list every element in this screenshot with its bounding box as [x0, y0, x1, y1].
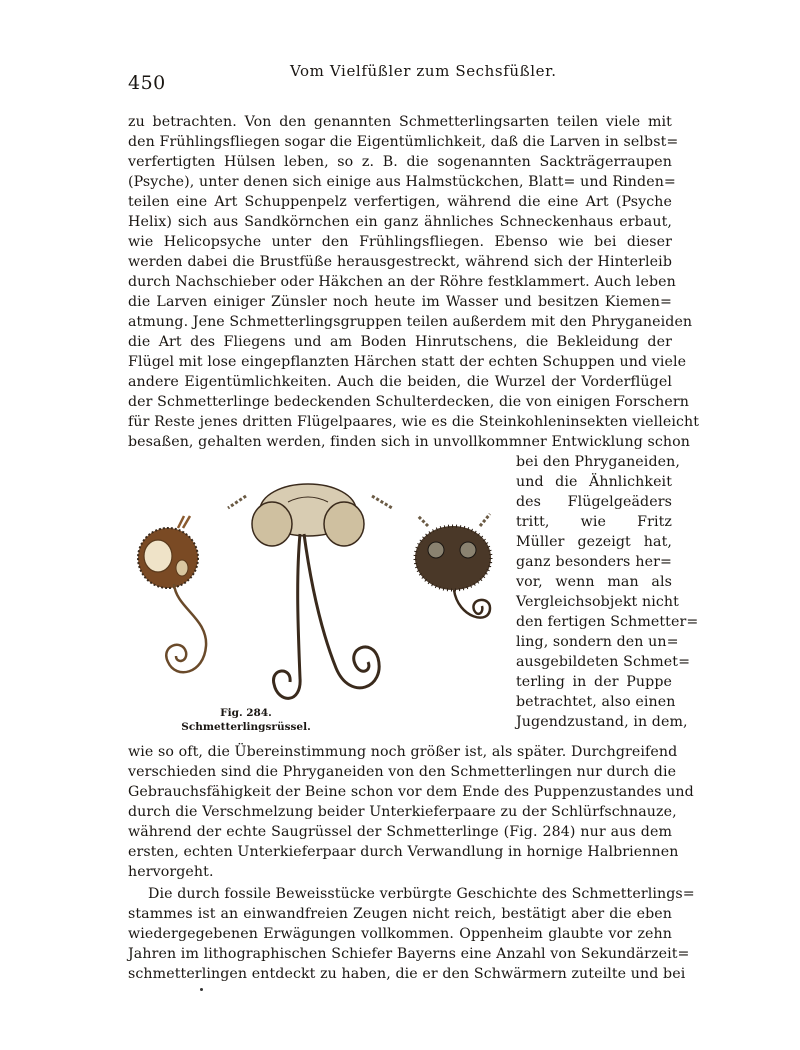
text-line: ersten, echten Unterkieferpaar durch Verwandlung in hornige Halbriennen	[128, 844, 679, 860]
text-line: für Reste jenes dritten Flügelpaares, wie es die Steinkohleninsekten vielleicht	[128, 414, 700, 430]
side-text-line: bei den Phryganeiden,	[516, 454, 680, 470]
running-head: Vom Vielfüßler zum Sechsfüßler.	[290, 62, 557, 80]
side-text-line: ausgebildeten Schmet=	[516, 654, 691, 670]
side-text-line: des Flügelgeäders	[516, 494, 672, 510]
text-line: wiedergegebenen Erwägungen vollkommen. Oppenheim glaubte vor zehn	[128, 926, 672, 942]
text-line: die Larven einiger Zünsler noch heute im Wasser und besitzen Kiemen=	[128, 294, 672, 310]
figure-284	[128, 478, 498, 710]
text-line: Flügel mit lose eingepflanzten Härchen statt der echten Schuppen und viele	[128, 354, 687, 370]
text-line: andere Eigentümlichkeiten. Auch die beiden, die Wurzel der Vorderflügel	[128, 374, 672, 390]
side-text-line: terling in der Puppe	[516, 674, 672, 690]
left-head-illustration	[138, 516, 206, 672]
text-line: Helix) sich aus Sandkörnchen ein ganz ähnliches Schneckenhaus erbaut,	[128, 214, 672, 230]
text-line: Die durch fossile Beweisstücke verbürgte Geschichte des Schmetterlings=	[148, 886, 695, 902]
text-line: Jahren im lithographischen Schiefer Bayerns eine Anzahl von Sekundärzeit=	[128, 946, 690, 962]
text-line: hervorgeht.	[128, 864, 214, 880]
middle-head-illustration	[228, 484, 392, 698]
text-line: stammes ist an einwandfreien Zeugen nicht reich, bestätigt aber die eben	[128, 906, 672, 922]
text-line: den Frühlingsfliegen sogar die Eigentümlichkeit, daß die Larven in selbst=	[128, 134, 679, 150]
text-line: wie Helicopsyche unter den Frühlingsfliegen. Ebenso wie bei dieser	[128, 234, 672, 250]
side-text-line: Müller gezeigt hat,	[516, 534, 672, 550]
page-number: 450	[128, 72, 166, 94]
side-text-line: Vergleichsobjekt nicht	[516, 594, 679, 610]
proboscis-illustration	[128, 478, 498, 710]
text-line: schmetterlingen entdeckt zu haben, die er den Schwärmern zuteilte und bei	[128, 966, 686, 982]
text-line: wie so oft, die Übereinstimmung noch größer ist, als später. Durchgreifend	[128, 744, 678, 760]
text-line: besaßen, gehalten werden, finden sich in unvollkommner Entwicklung schon	[128, 434, 691, 450]
text-line: atmung. Jene Schmetterlingsgruppen teilen außerdem mit den Phryganeiden	[128, 314, 693, 330]
figure-caption: Schmetterlingsrüssel.	[181, 721, 311, 733]
side-text-line: vor, wenn man als	[516, 574, 672, 590]
side-text-line: betrachtet, also einen	[516, 694, 676, 710]
text-line: Gebrauchsfähigkeit der Beine schon vor dem Ende des Puppenzustandes und	[128, 784, 694, 800]
text-line: der Schmetterlinge bedeckenden Schulterdecken, die von einigen Forschern	[128, 394, 690, 410]
right-head-illustration	[415, 514, 491, 618]
side-text-line: ling, sondern den un=	[516, 634, 679, 650]
print-speck	[200, 988, 203, 991]
side-text-line: und die Ähnlichkeit	[516, 474, 672, 490]
text-line: werden dabei die Brustfüße herausgestreckt, während sich der Hinterleib	[128, 254, 672, 270]
text-line: (Psyche), unter denen sich einige aus Halmstückchen, Blatt= und Rinden=	[128, 174, 676, 190]
text-line: während der echte Saugrüssel der Schmetterlinge (Fig. 284) nur aus dem	[128, 824, 672, 840]
side-text-line: Jugendzustand, in dem,	[516, 714, 688, 730]
figure-number: Fig. 284.	[220, 707, 272, 719]
side-text-line: ganz besonders her=	[516, 554, 672, 570]
side-text-line: tritt, wie Fritz	[516, 514, 672, 530]
text-line: durch Nachschieber oder Häkchen an der Röhre festklammert. Auch leben	[128, 274, 676, 290]
text-line: teilen eine Art Schuppenpelz verfertigen, während die eine Art (Psyche	[128, 194, 672, 210]
text-line: zu betrachten. Von den genannten Schmetterlingsarten teilen viele mit	[128, 114, 672, 130]
text-line: durch die Verschmelzung beider Unterkieferpaare zu der Schlürfschnauze,	[128, 804, 677, 820]
text-line: verschieden sind die Phryganeiden von den Schmetterlingen nur durch die	[128, 764, 677, 780]
text-line: verfertigten Hülsen leben, so z. B. die sogenannten Sackträgerraupen	[128, 154, 672, 170]
side-text-line: den fertigen Schmetter=	[516, 614, 699, 630]
text-line: die Art des Fliegens und am Boden Hinrutschens, die Bekleidung der	[128, 334, 672, 350]
